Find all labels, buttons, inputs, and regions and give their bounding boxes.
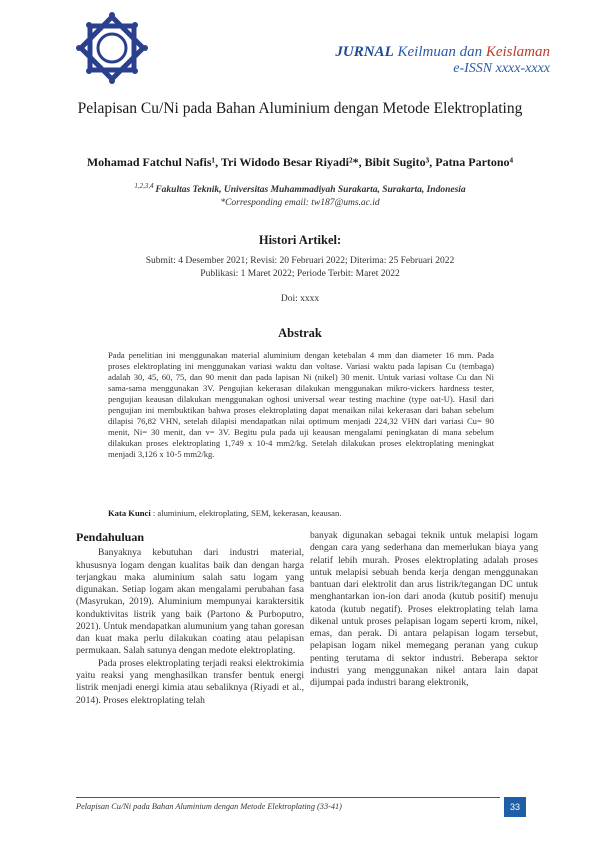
abstract-text: Pada penelitian ini menggunakan material aluminium dengan ketebalan 4 mm dan diameter 16 mm. Pada proses elektroplating ini menggunakan variasi waktu dan voltase. Variasi waktu pada lapisan Cu (tembaga) adalah 30, 45, 60, 75, dan 90 menit dan pada lapisan Ni (nikel) 30 menit. Untuk variasi voltase Cu dan Ni sama-sama menggunakan 3V. Pengujian kekerasan dilakukan menggunakan mikro-vickers hardness tester, pengujian keausan dilakukan menggunakan oghosi universal wear testing machine (type oat-U). Hasil dari pengujian ini membuktikan bahwa proses elektroplating dapat menaikan nilai kekerasan dari bahan sebelum dilapisi 76,82 VHN, setelah dilapisi mendapatkan nilai optimum menjadi 224,32 VHN dari variasi Cu= 90 menit, Ni= 30 menit, dan v= 3V. Begitu pula pada uji keausan mengalami peningkatan di mana sebelum dilakukan proses elektroplating 1,749 x 10-4 mm2/kg. Setelah dilakukan proses elektroplating meningkat menjadi 3,126 x 10-5 mm2/kg. bbox=[108, 350, 494, 459]
page-footer bbox=[76, 797, 526, 823]
affiliation-superscripts: 1,2,3,4 bbox=[134, 182, 156, 190]
intro-paragraph-2: Pada proses elektroplating terjadi reaksi elektrokimia yaitu reaksi yang menghasilkan transfer bentuk energi listrik menjadi energi kimia atau sebaliknya (Riyadi et al., 2014). Proses elektroplating telah bbox=[76, 657, 304, 706]
keywords-label: Kata Kunci bbox=[108, 508, 151, 518]
intro-paragraph-3: banyak digunakan sebagai teknik untuk melapisi logam dengan cara yang sederhana dan memerlukan biaya yang relatif lebih murah. Proses elektroplating adalah proses untuk melapisi sebuah benda kerja dengan menggunakan bantuan dari elektrolit dan arus listrik/tegangan DC untuk menghantarkan ion-ion dari anoda (kutub positif) menuju katoda (kutub negatif). Proses elektroplating telah lama dikenal untuk proses pelapisan logam seperti krom, nikel, emas, dan perak. Di antara pelapisan logam tersebut, pelapisan logam nikel memegang peranan yang cukup penting terutama di sektor industri. Beberapa sektor industri yang menggunakan nikel antara lain dapat dijumpai pada industri barang elektronik, bbox=[310, 530, 538, 689]
affiliation-text: Fakultas Teknik, Universitas Muhammadiyah Surakarta, Surakarta, Indonesia bbox=[155, 185, 466, 196]
journal-logo-icon bbox=[72, 10, 152, 86]
journal-issn: e-ISSN xxxx-xxxx bbox=[453, 60, 550, 76]
abstract-heading: Abstrak bbox=[278, 326, 322, 340]
author-affiliation bbox=[30, 182, 570, 209]
history-line-2: Publikasi: 1 Maret 2022; Periode Terbit: Maret 2022 bbox=[200, 268, 400, 279]
column-right bbox=[310, 530, 538, 689]
column-left bbox=[76, 530, 304, 707]
history-heading: Histori Artikel: bbox=[258, 233, 342, 247]
journal-header bbox=[335, 44, 550, 76]
keywords-list: : aluminium, elektroplating, SEM, kekerasan, keausan. bbox=[152, 508, 342, 518]
paper-authors: Mohamad Fatchul Nafis¹, Tri Widodo Besar Riyadi²*, Bibit Sugito³, Patna Partono⁴ bbox=[86, 155, 514, 169]
corresponding-email: *Corresponding email: tw187@ums.ac.id bbox=[220, 197, 380, 208]
footer-running-title: Pelapisan Cu/Ni pada Bahan Aluminium dengan Metode Elektroplating (33-41) bbox=[76, 802, 342, 811]
keywords bbox=[108, 508, 494, 518]
intro-heading: Pendahuluan bbox=[76, 530, 145, 544]
journal-name bbox=[335, 44, 550, 61]
paper-title: Pelapisan Cu/Ni pada Bahan Aluminium dengan Metode Elektroplating bbox=[77, 100, 523, 117]
journal-name-keislaman: Keislaman bbox=[485, 44, 550, 60]
intro-paragraph-1: Banyaknya kebutuhan dari industri material, khususnya logam dengan kualitas baik dan dengan harga terjangkau maka aluminium salah satu logam yang digunakan. Setiap logam akan mengalami perubahan fasa (Masyrukan, 2019). Aluminium mempunyai karaktersitik konduktivitas listrik yang baik (Partono & Purboputro, 2021). Untuk mendapatkan alumunium yang tahan goresan dan kuat maka perlu dilakukan coating atau pelapisan permukaan. Salah satunya dengan medote elektroplating. bbox=[76, 547, 304, 657]
footer-rule bbox=[76, 797, 500, 798]
history-line-1: Submit: 4 Desember 2021; Revisi: 20 Februari 2022; Diterima: 25 Februari 2022 bbox=[145, 256, 455, 266]
journal-name-rest: Keilmuan dan bbox=[393, 44, 486, 60]
page-number: 33 bbox=[504, 797, 526, 817]
history-dates bbox=[0, 255, 600, 281]
doi: Doi: xxxx bbox=[280, 294, 320, 304]
journal-word: JURNAL bbox=[335, 44, 394, 60]
